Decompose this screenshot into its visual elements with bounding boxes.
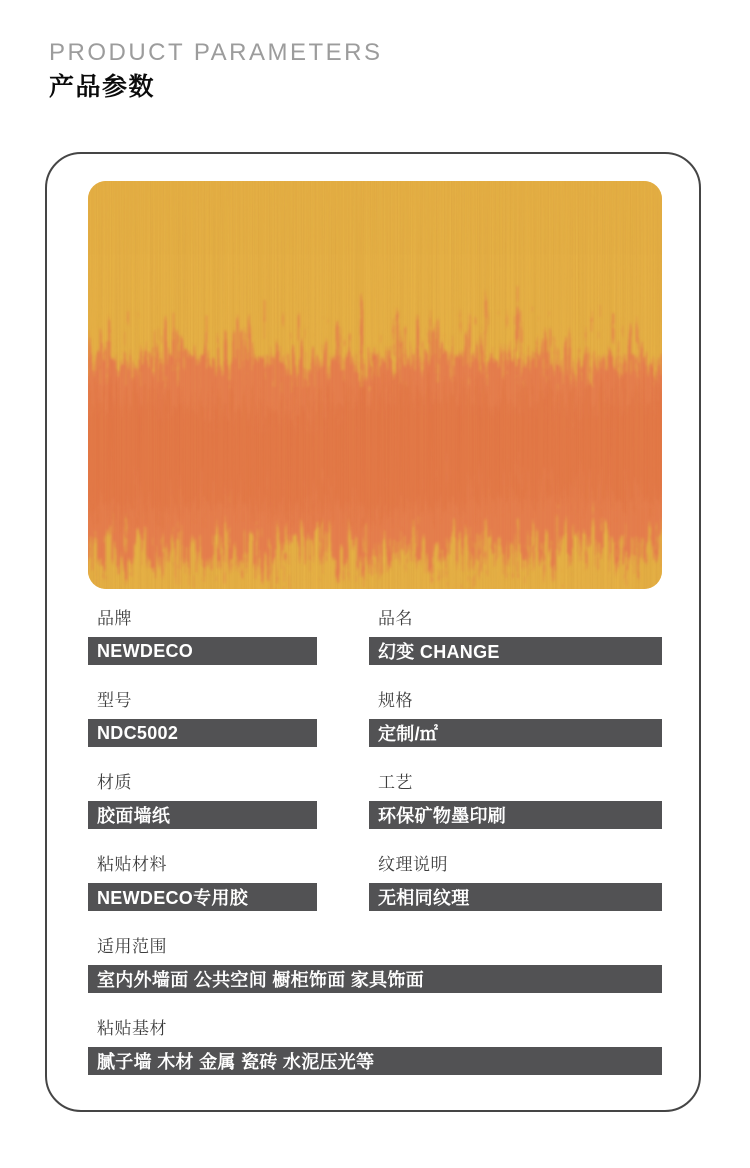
param-value-bar	[369, 719, 662, 747]
param-model	[88, 691, 317, 747]
param-scope	[88, 937, 662, 993]
param-value-bar	[88, 1047, 662, 1075]
param-material	[88, 773, 317, 829]
param-brand	[88, 609, 317, 665]
param-label: 纹理说明	[378, 855, 448, 874]
param-label: 粘贴基材	[97, 1019, 167, 1038]
param-product-name	[369, 609, 662, 665]
param-value: NDC5002	[97, 722, 179, 743]
param-value: 幻变 CHANGE	[378, 642, 500, 662]
wallpaper-texture-graphic	[88, 181, 662, 589]
param-value-bar	[369, 637, 662, 665]
param-spec	[369, 691, 662, 747]
param-value-bar	[369, 883, 662, 911]
param-value: 室内外墙面 公共空间 橱柜饰面 家具饰面	[97, 970, 425, 990]
parameters-grid	[88, 609, 662, 1101]
param-label: 规格	[378, 691, 413, 710]
param-value: 无相同纹理	[378, 888, 470, 908]
param-value: 定制/㎡	[378, 724, 439, 744]
param-label: 型号	[97, 691, 132, 710]
param-value: 腻子墙 木材 金属 瓷砖 水泥压光等	[97, 1052, 375, 1072]
param-label: 适用范围	[97, 937, 167, 956]
section-header	[49, 40, 382, 102]
param-value-bar	[88, 719, 317, 747]
param-value-bar	[88, 637, 317, 665]
param-craft	[369, 773, 662, 829]
param-texture-note	[369, 855, 662, 911]
param-label: 品名	[378, 609, 413, 628]
param-value-bar	[369, 801, 662, 829]
param-adhesive	[88, 855, 317, 911]
param-value: NEWDECO专用胶	[97, 888, 248, 908]
param-value-bar	[88, 883, 317, 911]
section-title-en: PRODUCT PARAMETERS	[49, 39, 383, 66]
param-value-bar	[88, 801, 317, 829]
param-label: 粘贴材料	[97, 855, 167, 874]
param-value: 胶面墙纸	[97, 806, 171, 826]
param-value-bar	[88, 965, 662, 993]
product-texture-image	[88, 181, 662, 589]
param-value: NEWDECO	[97, 640, 194, 661]
param-label: 材质	[97, 773, 132, 792]
parameters-card	[45, 152, 701, 1112]
param-substrate	[88, 1019, 662, 1075]
param-label: 工艺	[378, 773, 413, 792]
param-label: 品牌	[97, 609, 132, 628]
param-value: 环保矿物墨印刷	[378, 806, 507, 826]
section-title-cn: 产品参数	[49, 73, 156, 102]
